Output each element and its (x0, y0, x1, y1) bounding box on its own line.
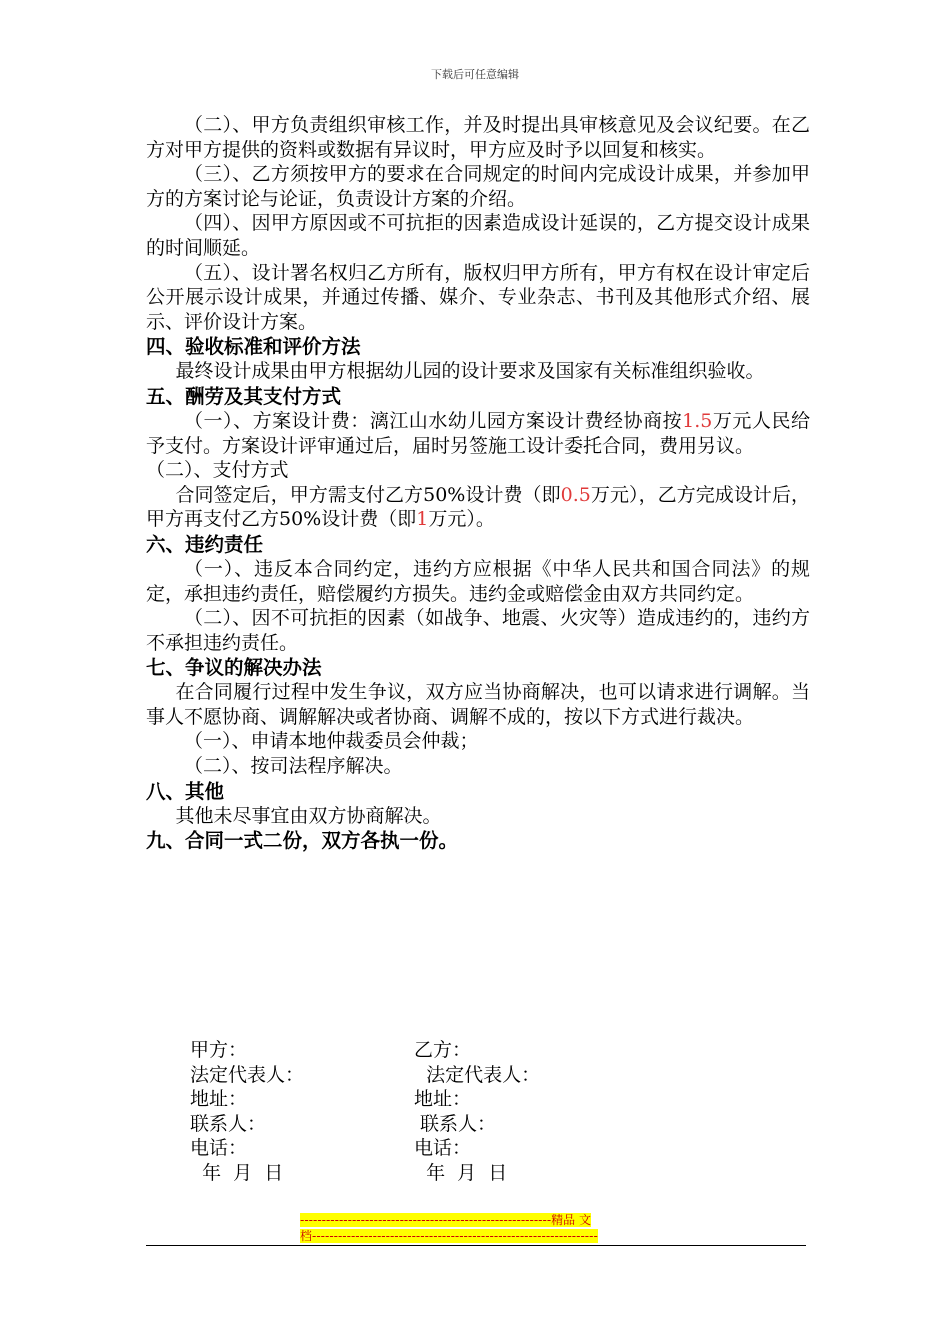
paragraph: （一）、申请本地仲裁委员会仲裁； (184, 730, 479, 753)
party-b-field: 乙方： (414, 1039, 472, 1061)
signature-row (190, 1112, 610, 1137)
signature-block (190, 1038, 610, 1186)
highlighted-amount: 1.5 (682, 409, 713, 432)
signature-row (190, 1087, 610, 1112)
footer-line-1: ----------------------------------------------------------精品 文 (300, 1213, 591, 1227)
paragraph (146, 409, 810, 458)
text-run: 合同签定后，甲方需支付乙方50%设计费（即 (175, 483, 561, 506)
party-a-field: 甲方： (190, 1039, 248, 1061)
party-a-field: 电话： (190, 1137, 248, 1160)
section-heading: 六、违约责任 (146, 532, 264, 556)
text-run: 万元），乙方完成设计后，甲方再支付乙方50%设计费（即 (146, 483, 810, 531)
contract-body (146, 113, 810, 853)
text-run: （一）、方案设计费：漓江山水幼儿园方案设计费经协商按 (184, 409, 683, 432)
party-a-field: 法定代表人： (190, 1063, 305, 1086)
party-a-field: 联系人： (190, 1112, 267, 1135)
party-a-field: 年 月 日 (190, 1161, 284, 1184)
signature-row (190, 1063, 610, 1088)
paragraph: （二）、甲方负责组织审核工作，并及时提出具审核意见及会议纪要。在乙方对甲方提供的资料或数据有异议时，甲方应及时予以回复和核实。 (146, 114, 810, 161)
section-heading: 五、酬劳及其支付方式 (146, 384, 342, 408)
paragraph (146, 483, 810, 532)
signature-row (190, 1136, 610, 1161)
signature-row (190, 1038, 610, 1063)
section-heading: 九、合同一式二份，双方各执一份。 (146, 829, 459, 853)
signature-row (190, 1161, 610, 1186)
text-run: 万元人民给予支付。方案设计评审通过后，届时另签施工设计委托合同，费用另议。 (146, 409, 810, 457)
highlighted-amount: 1 (416, 508, 429, 531)
paragraph: （二）、支付方式 (146, 459, 289, 482)
paragraph: （四）、因甲方原因或不可抗拒的因素造成设计延误的，乙方提交设计成果的时间顺延。 (146, 212, 810, 259)
page-header: 下载后可任意编辑 (431, 68, 519, 81)
paragraph: 在合同履行过程中发生争议，双方应当协商解决，也可以请求进行调解。当事人不愿协商、调解解决或者协商、调解不成的，按以下方式进行裁决。 (146, 681, 810, 728)
section-heading: 四、验收标准和评价方法 (146, 335, 361, 359)
paragraph: 其他未尽事宜由双方协商解决。 (175, 804, 442, 827)
text-run: 万元）。 (428, 508, 495, 531)
party-b-field: 地址： (414, 1088, 472, 1111)
section-heading: 八、其他 (146, 779, 225, 803)
footer-line-2: 档------------------------------------------------------------------ (300, 1229, 598, 1243)
section-heading: 七、争议的解决办法 (146, 656, 322, 680)
paragraph: （三）、乙方须按甲方的要求在合同规定的时间内完成设计成果，并参加甲方的方案讨论与论证，负责设计方案的介绍。 (146, 163, 810, 210)
footer-rule (146, 1245, 806, 1246)
paragraph: 最终设计成果由甲方根据幼儿园的设计要求及国家有关标准组织验收。 (175, 360, 765, 383)
party-a-field: 地址： (190, 1088, 248, 1111)
party-b-field: 年 月 日 (414, 1161, 508, 1184)
paragraph: （二）、因不可抗拒的因素（如战争、地震、火灾等）造成违约的，违约方不承担违约责任。 (146, 607, 810, 654)
paragraph: （五）、设计署名权归乙方所有，版权归甲方所有，甲方有权在设计审定后公开展示设计成果，并通过传播、媒介、专业杂志、书刊及其他形式介绍、展示、评价设计方案。 (146, 261, 810, 333)
party-b-field: 电话： (414, 1137, 472, 1160)
paragraph: （二）、按司法程序解决。 (184, 755, 403, 778)
footer-watermark (300, 1212, 650, 1244)
party-b-field: 联系人： (414, 1112, 497, 1135)
party-b-field: 法定代表人： (414, 1063, 541, 1086)
paragraph: （一）、违反本合同约定，违约方应根据《中华人民共和国合同法》的规定，承担违约责任，赔偿履约方损失。违约金或赔偿金由双方共同约定。 (146, 557, 810, 605)
highlighted-amount: 0.5 (560, 483, 591, 506)
